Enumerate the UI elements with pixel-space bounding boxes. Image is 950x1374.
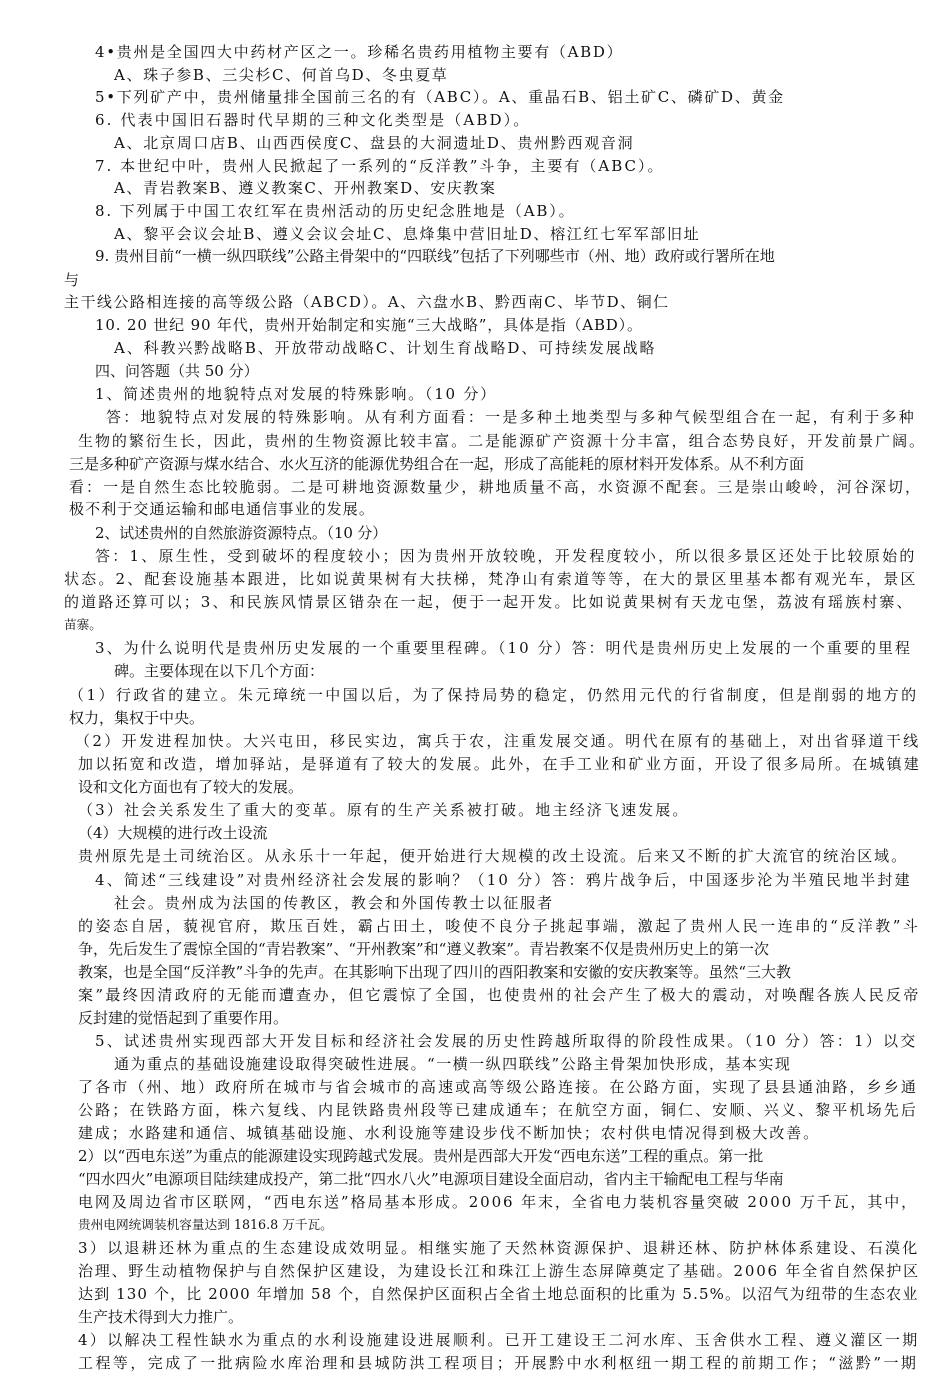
- text-line: （2）开发进程加快。大兴屯田，移民实边，寓兵于农，注重发展交通。明代在原有的基础上，对出省驿道干线: [75, 732, 921, 750]
- text-line: 主干线公路相连接的高等级公路（ABCD）。A、六盘水B、黔西南C、毕节D、铜仁: [64, 293, 670, 311]
- text-line: 10. 20 世纪 90 年代，贵州开始制定和实施“三大战略”，具体是指（ABD）。: [95, 316, 643, 334]
- text-line: 6. 代表中国旧石器时代早期的三种文化类型是（ABD）。: [95, 111, 531, 129]
- text-line: 8. 下列属于中国工农红军在贵州活动的历史纪念胜地是（AB）。: [95, 202, 576, 220]
- text-line: 四、问答题（共 50 分）: [95, 362, 259, 380]
- text-line: 5•下列矿产中，贵州储量排全国前三名的有（ABC）。A、重晶石B、铝土矿C、磷矿D、黄金: [95, 88, 785, 106]
- text-line: 生产技术得到大力推广。: [78, 1308, 244, 1326]
- text-line: A、科教兴黔战略B、开放带动战略C、计划生育战略D、可持续发展战略: [114, 339, 657, 357]
- text-line: A、北京周口店B、山西西侯度C、盘县的大洞遗址D、贵州黔西观音洞: [114, 134, 635, 152]
- text-line: 3、为什么说明代是贵州历史发展的一个重要里程碑。（10 分）答：明代是贵州历史上发展的一个重要的里程: [95, 639, 912, 657]
- text-line: 生物的繁衍生长，因此，贵州的生物资源比较丰富。二是能源矿产资源十分丰富，组合态势良好，开发前景广阔。: [78, 432, 927, 450]
- text-line: 7. 本世纪中叶，贵州人民掀起了一系列的“反洋教”斗争，主要有（ABC）。: [95, 157, 665, 175]
- text-line: A、黎平会议会址B、遵义会议会址C、息烽集中营旧址D、榕江红七军军部旧址: [114, 225, 701, 243]
- text-line: 4、简述“三线建设”对贵州经济社会发展的影响？（10 分）答：鸦片战争后，中国逐步沦为半殖民地半封建: [95, 871, 912, 889]
- text-line: （4）大规模的进行改土设流: [78, 824, 268, 842]
- text-line: 答：1、原生性，受到破坏的程度较小；因为贵州开放较晚，开发程度较小，所以很多景区还处于比较原始的: [95, 547, 917, 565]
- text-line: 2、试述贵州的自然旅游资源特点。（10 分）: [95, 524, 387, 542]
- text-line: A、青岩教案B、遵义教案C、开州教案D、安庆教案: [114, 179, 497, 197]
- text-line: 争，先后发生了震惊全国的“青岩教案”、“开州教案”和“遵义教案”。青岩教案不仅是贵州历史上的第一次: [78, 940, 770, 958]
- text-line: 看：一是自然生态比较脆弱。二是可耕地资源数量少，耕地质量不高，水资源不配套。三是崇山峻岭，河谷深切，: [69, 478, 923, 496]
- text-line: 2）以“西电东送”为重点的能源建设实现跨越式发展。贵州是西部大开发“西电东送”工程的重点。第一批: [78, 1147, 764, 1165]
- text-line: 权力，集权于中央。: [69, 709, 205, 727]
- text-line: 了各市（州、地）政府所在城市与省会城市的高速或高等级公路连接。在公路方面，实现了县县通油路，乡乡通: [78, 1078, 919, 1096]
- text-line: 3）以退耕还林为重点的生态建设成效明显。相继实施了天然林资源保护、退耕还林、防护林体系建设、石漠化: [78, 1239, 920, 1257]
- text-line: 设和文化方面也有了较大的发展。: [78, 778, 304, 796]
- text-line: 碑。主要体现在以下几个方面：: [114, 662, 325, 680]
- text-line: 贵州电网统调装机容量达到 1816.8 万千瓦。: [78, 1217, 333, 1232]
- text-line: 通为重点的基础设施建设取得突破性进展。“一横一纵四联线”公路主骨架加快形成，基本实现: [114, 1055, 792, 1073]
- text-line: 达到 130 个，比 2000 年增加 58 个，自然保护区面积占全省土地总面积的比重为 5.5%。以沼气为纽带的生态农业: [78, 1285, 919, 1303]
- text-line: 三是多种矿产资源与煤水结合、水火互济的能源优势组合在一起，形成了高能耗的原材料开发体系。从不利方面: [69, 455, 805, 473]
- text-line: 的道路还算可以；3、和民族风情景区错杂在一起，便于一起开发。比如说黄果树有天龙屯堡，荔波有瑶族村寨、: [64, 593, 914, 611]
- text-line: 与: [64, 271, 80, 289]
- text-line: 加以拓宽和改造，增加驿站，是驿道有了较大的发展。此外，在手工业和矿业方面，开设了很多局所。在城镇建: [78, 755, 922, 773]
- text-line: 教案，也是全国“反洋教”斗争的先声。在其影响下出现了四川的酉阳教案和安徽的安庆教案等。虽然“三大教: [78, 963, 792, 981]
- text-line: 贵州原先是土司统治区。从永乐十一年起，便开始进行大规模的改土设流。后来又不断的扩大流官的统治区域。: [78, 847, 909, 865]
- text-line: 建成；水路建和通信、城镇基础设施、水利设施等建设步伐不断加快；农村供电情况得到极大改善。: [78, 1124, 821, 1142]
- text-line: （1）行政省的建立。朱元璋统一中国以后，为了保持局势的稳定，仍然用元代的行省制度，但是削弱的地方的: [69, 686, 919, 704]
- text-line: “四水四火”电源项目陆续建成投产，第二批“四水八火”电源项目建设全面启动，省内主干输配电工程与华南: [78, 1170, 784, 1188]
- text-line: 的姿态自居，藐视官府，欺压百姓，霸占田土，唆使不良分子挑起事端，激起了贵州人民一连串的“反洋教”斗: [78, 917, 921, 935]
- text-line: 4•贵州是全国四大中药材产区之一。珍稀名贵药用植物主要有（ABD）: [95, 43, 624, 61]
- text-line: 反封建的觉悟起到了重要作用。: [78, 1009, 289, 1027]
- text-line: 答：地貌特点对发展的特殊影响。从有利方面看：一是多种土地类型与多种气候型组合在一起，有利于多种: [106, 408, 917, 426]
- text-line: 社会。贵州成为法国的传教区，教会和外国传教士以征服者: [114, 894, 555, 912]
- text-line: 案”最终因清政府的无能而遭查办，但它震惊了全国，也使贵州的社会产生了极大的震动，对唤醒各族人民反帝: [78, 986, 921, 1004]
- text-line: 治理、野生动植物保护与自然保护区建设，为建设长江和珠江上游生态屏障奠定了基础。2006 年全省自然保护区: [78, 1262, 920, 1280]
- text-line: 公路；在铁路方面，株六复线、内昆铁路贵州段等已建成通车；在航空方面，铜仁、安顺、兴义、黎平机场先后: [78, 1101, 919, 1119]
- text-line: 电网及周边省市区联网，“西电东送”格局基本形成。2006 年末，全省电力装机容量突破 2000 万千瓦，其中，: [78, 1193, 918, 1211]
- text-line: 9. 贵州目前“一横一纵四联线”公路主骨架中的“四联线”包括了下列哪些市（州、地）政府或行署所在地: [95, 247, 775, 265]
- text-line: 5、试述贵州实现西部大开发目标和经济社会发展的历史性跨越所取得的阶段性成果。（10 分）答：1）以交: [95, 1032, 918, 1050]
- text-line: （3）社会关系发生了重大的变革。原有的生产关系被打破。地主经济飞速发展。: [78, 801, 690, 819]
- text-line: 极不利于交通运输和邮电通信事业的发展。: [69, 500, 376, 518]
- text-line: 4）以解决工程性缺水为重点的水利设施建设进展顺利。已开工建设王二河水库、玉舍供水工程、遵义灌区一期: [78, 1331, 920, 1349]
- text-line: 工程等，完成了一批病险水库治理和县城防洪工程项目；开展黔中水利枢纽一期工程的前期工作；“滋黔”一期: [78, 1354, 919, 1372]
- text-line: A、珠子参B、三尖杉C、何首乌D、冬虫夏草: [114, 66, 449, 84]
- text-line: 苗寨。: [64, 617, 102, 632]
- text-line: 1、简述贵州的地貌特点对发展的特殊影响。（10 分）: [95, 385, 497, 403]
- text-line: 状态。2、配套设施基本跟进，比如说黄果树有大扶梯，梵净山有索道等等，在大的景区里基本都有观光车，景区: [64, 570, 918, 588]
